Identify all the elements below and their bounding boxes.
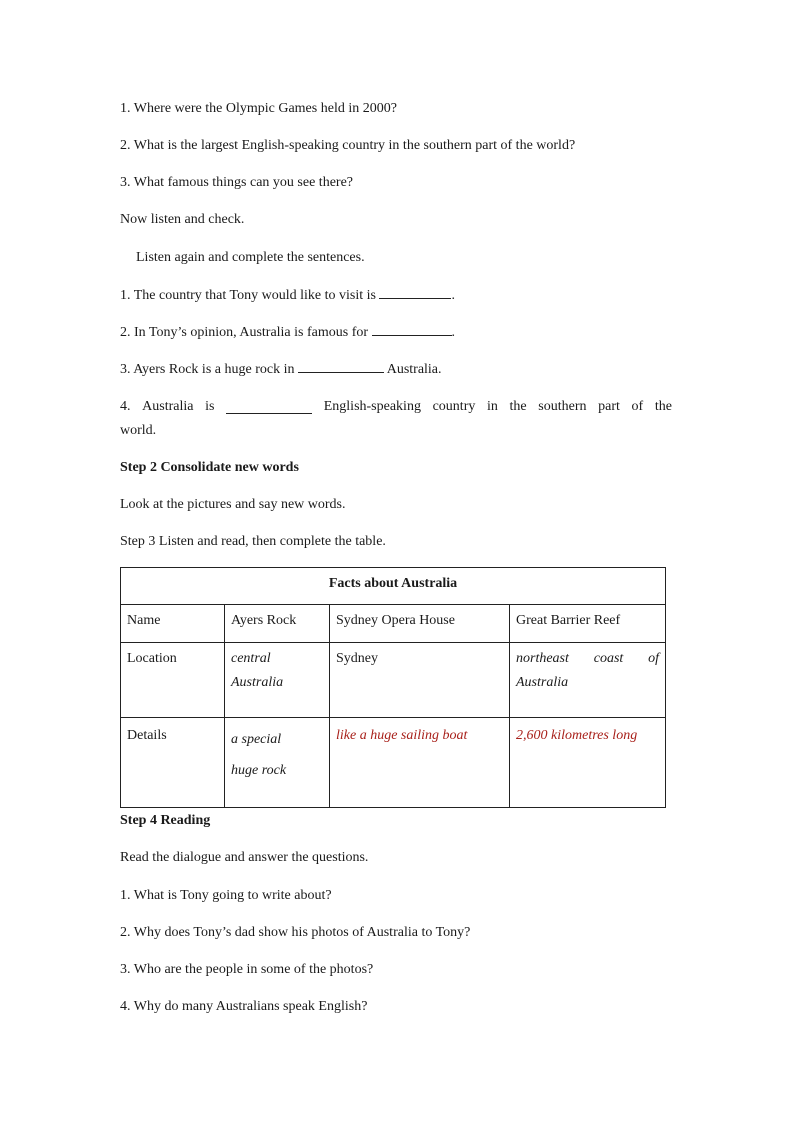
- cell-details-sydney: like a huge sailing boat: [330, 718, 510, 808]
- s4-word: 4.: [120, 399, 131, 414]
- reading-question-2: 2. Why does Tony’s dad show his photos of Australia to Tony?: [120, 925, 471, 940]
- location-ayers-line2: Australia: [231, 675, 284, 690]
- reading-question-4: 4. Why do many Australians speak English?: [120, 999, 368, 1014]
- s4-word: English-speaking: [323, 399, 421, 414]
- s4-word: southern: [538, 399, 587, 414]
- location-reef-line1: [516, 647, 659, 671]
- answer-blank-1[interactable]: [379, 286, 451, 299]
- fill-sentence-3: [120, 360, 442, 379]
- fill-sentence-1: [120, 286, 455, 305]
- details-ayers-line2: huge rock: [231, 763, 287, 778]
- cell-location-reef: [510, 643, 666, 718]
- cell-name-ayers: Ayers Rock: [225, 605, 330, 643]
- question-1: 1. Where were the Olympic Games held in 2000?: [120, 101, 397, 116]
- location-reef-line2: Australia: [516, 675, 569, 690]
- listen-check-text: Now listen and check.: [120, 212, 245, 227]
- reef-word: of: [648, 651, 660, 666]
- fill-sentence-3-prefix: 3. Ayers Rock is a huge rock in: [120, 362, 295, 377]
- fill-sentence-1-suffix: .: [451, 288, 455, 303]
- listen-again-text: Listen again and complete the sentences.: [136, 250, 365, 265]
- step3-text: Step 3 Listen and read, then complete the table.: [120, 534, 386, 549]
- step4-heading: Step 4 Reading: [120, 813, 211, 828]
- fill-sentence-2-prefix: 2. In Tony’s opinion, Australia is famous for: [120, 325, 369, 340]
- reading-question-1: 1. What is Tony going to write about?: [120, 888, 332, 903]
- cell-name-reef: Great Barrier Reef: [510, 605, 666, 643]
- cell-location-label: Location: [121, 643, 225, 718]
- s4-word: the: [509, 399, 527, 414]
- s4-word: country: [432, 399, 476, 414]
- reef-word: coast: [593, 651, 624, 666]
- reading-question-3: 3. Who are the people in some of the photos?: [120, 962, 374, 977]
- s4-word: in: [487, 399, 498, 414]
- fill-sentence-4-end: world.: [120, 423, 157, 438]
- s4-word: Australia: [142, 399, 194, 414]
- location-ayers-line1: central: [231, 651, 271, 666]
- table-title: Facts about Australia: [121, 568, 666, 605]
- question-3: 3. What famous things can you see there?: [120, 175, 354, 190]
- cell-details-reef: 2,600 kilometres long: [510, 718, 666, 808]
- step4-intro: Read the dialogue and answer the questions.: [120, 850, 369, 865]
- fill-sentence-3-suffix: Australia.: [386, 362, 442, 377]
- s4-word: of: [631, 399, 644, 414]
- s4-word: the: [654, 399, 672, 414]
- reef-word: northeast: [516, 651, 569, 666]
- cell-details-label: Details: [121, 718, 225, 808]
- answer-blank-3[interactable]: [298, 360, 384, 373]
- fill-sentence-1-prefix: 1. The country that Tony would like to visit is: [120, 288, 376, 303]
- answer-blank-2[interactable]: [372, 323, 452, 336]
- details-ayers-line1: a special: [231, 732, 282, 747]
- cell-location-ayers: [225, 643, 330, 718]
- answer-blank-4[interactable]: [226, 401, 312, 414]
- cell-details-ayers: [225, 718, 330, 808]
- cell-location-sydney: Sydney: [330, 643, 510, 718]
- cell-name-sydney: Sydney Opera House: [330, 605, 510, 643]
- s4-word: is: [205, 399, 215, 414]
- facts-table: [120, 567, 666, 808]
- step2-text: Look at the pictures and say new words.: [120, 497, 346, 512]
- s4-word: part: [598, 399, 620, 414]
- fill-sentence-2: [120, 323, 455, 342]
- question-2: 2. What is the largest English-speaking country in the southern part of the world?: [120, 138, 576, 153]
- fill-sentence-2-suffix: .: [451, 325, 456, 340]
- step2-heading: Step 2 Consolidate new words: [120, 460, 299, 475]
- fill-sentence-4: [120, 398, 672, 416]
- cell-name-label: Name: [121, 605, 225, 643]
